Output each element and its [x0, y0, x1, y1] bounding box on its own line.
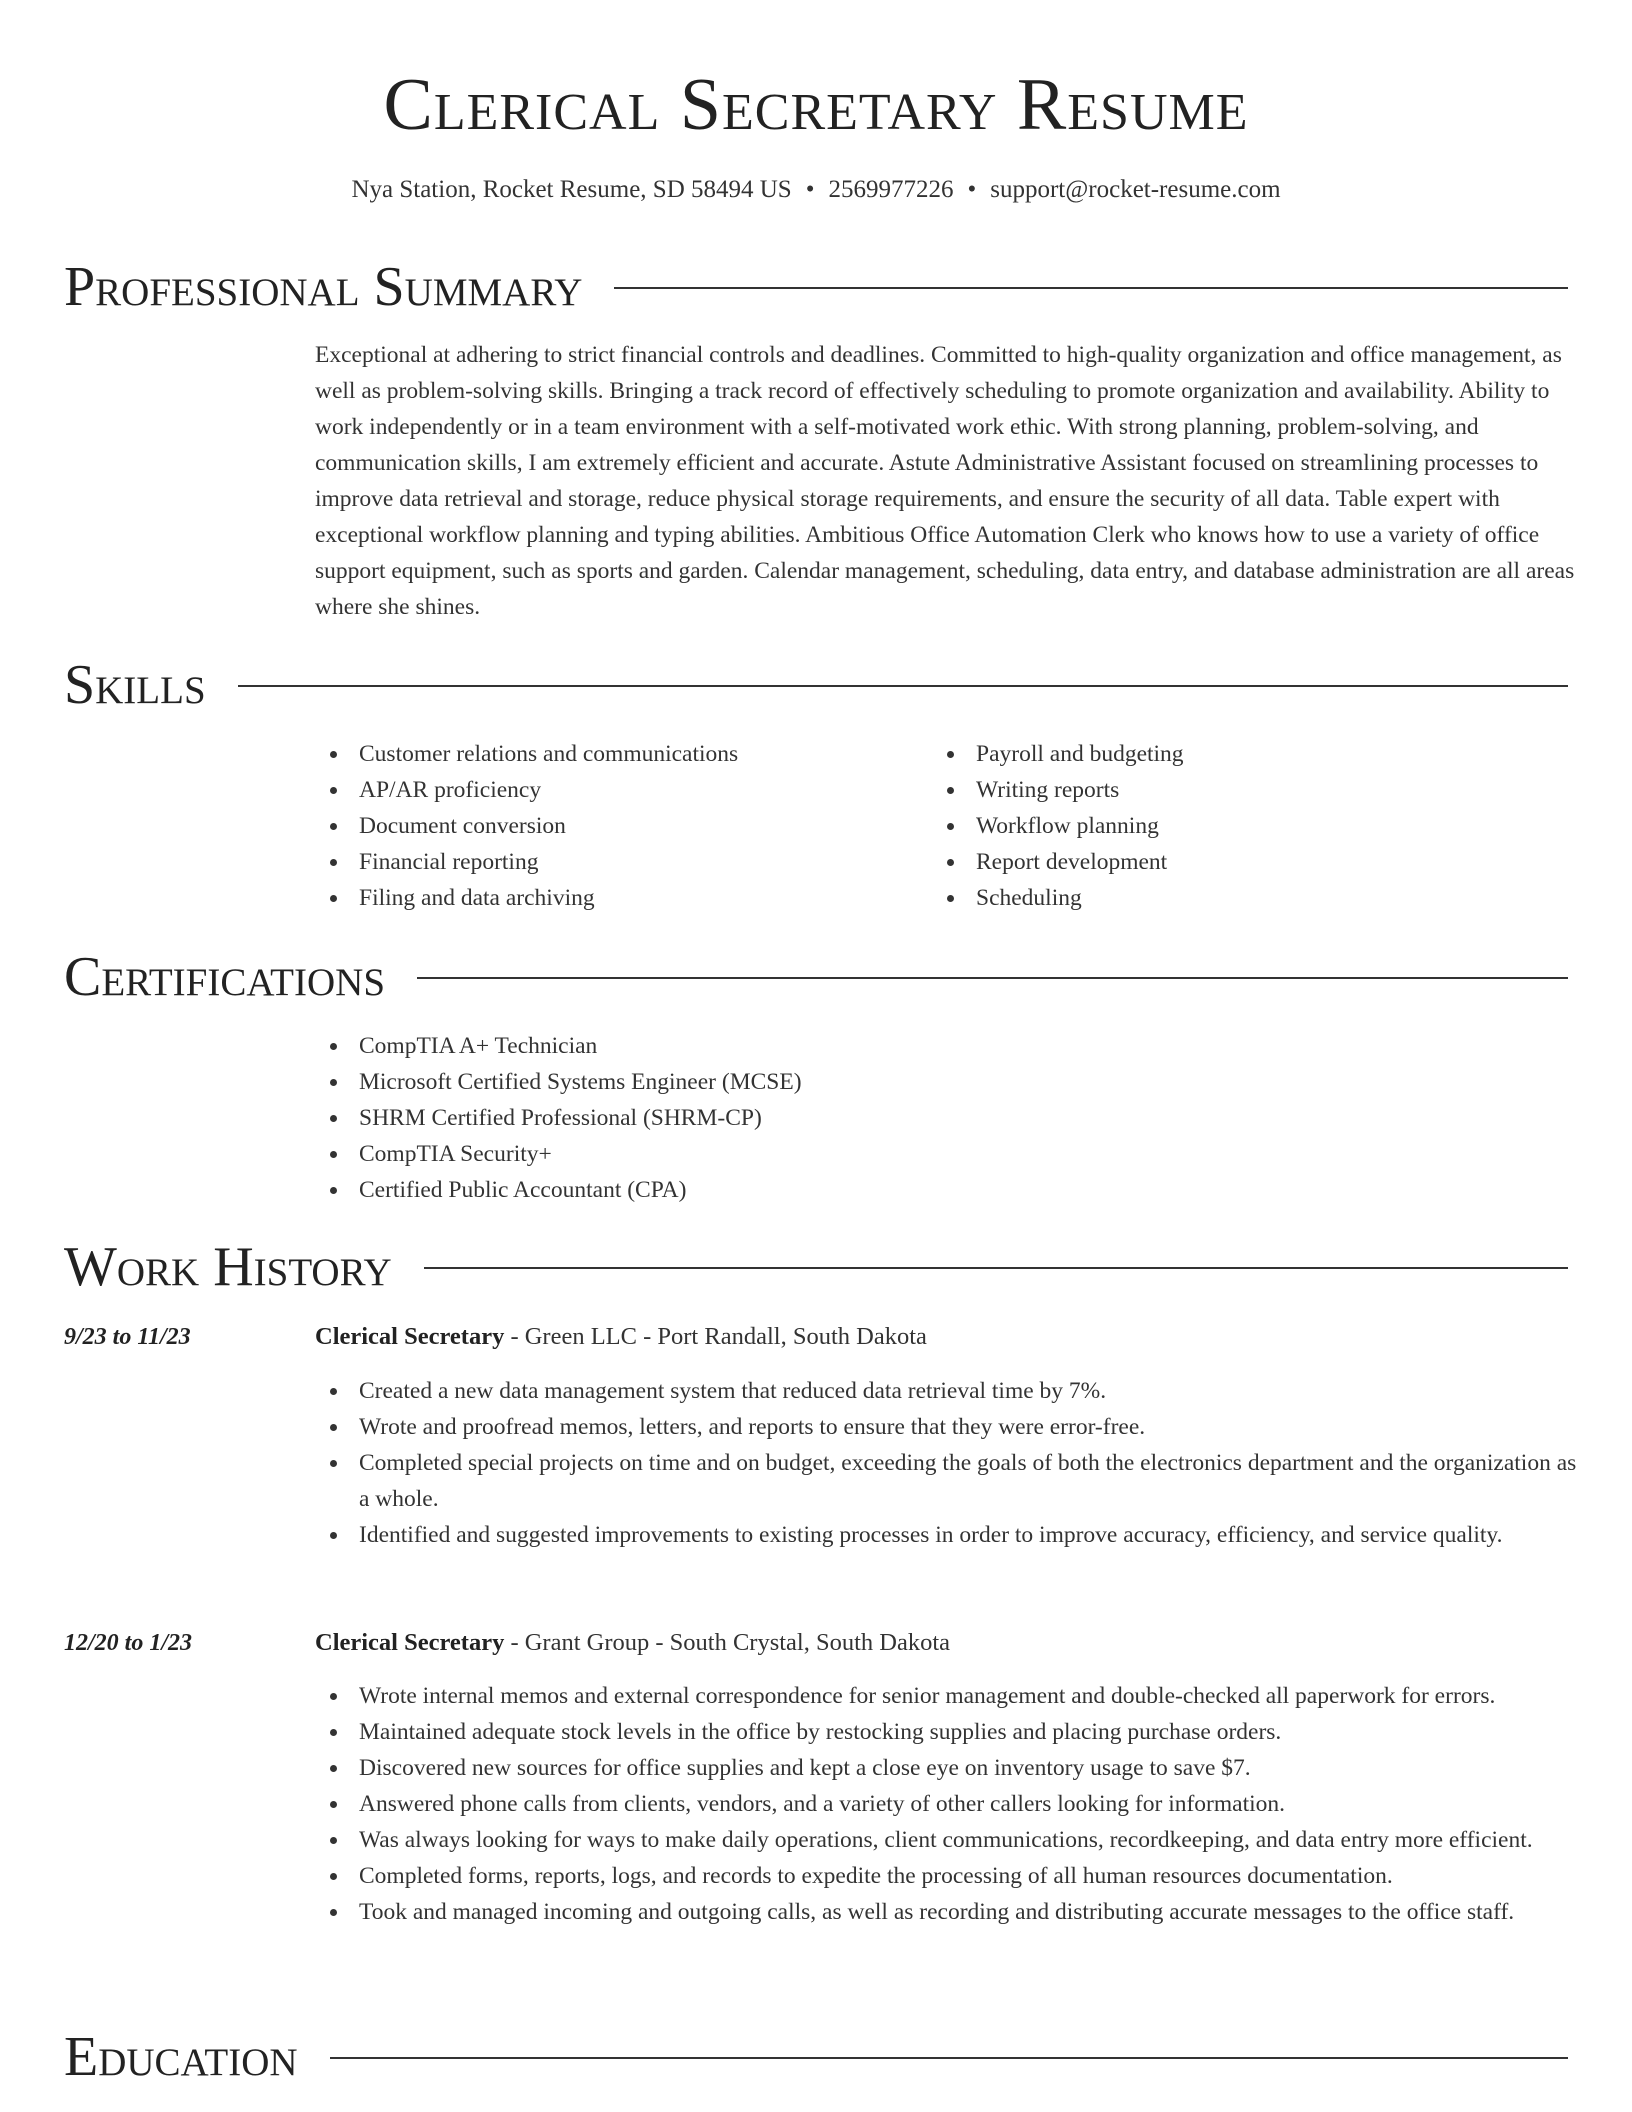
job-bullet: Completed forms, reports, logs, and records to expedite the processing of all human resources documentation.	[315, 1858, 1577, 1894]
job-dates: 12/20 to 1/23	[64, 1630, 193, 1656]
job-bullet: Took and managed incoming and outgoing calls, as well as recording and distributing accurate messages to the office staff.	[315, 1894, 1577, 1930]
work-history-heading: Work History	[64, 1236, 392, 1298]
job-bullet: Created a new data management system that reduced data retrieval time by 7%.	[315, 1373, 1577, 1409]
job-bullet: Maintained adequate stock levels in the office by restocking supplies and placing purchase orders.	[315, 1714, 1577, 1750]
education-section-header	[64, 2024, 1568, 2090]
certifications-section-header	[64, 944, 1568, 1010]
job-role: Clerical Secretary	[315, 1323, 505, 1350]
skill-item: Scheduling	[932, 880, 1184, 916]
skill-item: Payroll and budgeting	[932, 736, 1184, 772]
skill-item: Document conversion	[315, 808, 738, 844]
skills-list-right	[932, 736, 1184, 916]
job-bullets	[315, 1678, 1577, 1930]
education-heading: Education	[64, 2026, 298, 2088]
section-divider	[238, 685, 1568, 687]
job-title-line	[315, 1319, 927, 1355]
contact-separator: •	[967, 176, 977, 203]
certification-item: Microsoft Certified Systems Engineer (MCSE)	[315, 1064, 802, 1100]
contact-separator: •	[805, 176, 815, 203]
certification-item: CompTIA Security+	[315, 1136, 802, 1172]
summary-text: Exceptional at adhering to strict financial controls and deadlines. Committed to high-quality organization and office management, as well as problem-solving skills. Bringing a track record of effectively scheduling to promote organization and availability. Ability to work independently or in a team environment with a self-motivated work ethic. With strong planning, problem-solving, and communication skills, I am extremely efficient and accurate. Astute Administrative Assistant focused on streamlining processes to improve data retrieval and storage, reduce physical storage requirements, and ensure the security of all data. Table expert with exceptional workflow planning and typing abilities. Ambitious Office Automation Clerk who knows how to use a variety of office support equipment, such as sports and garden. Calendar management, scheduling, data entry, and database administration are all areas where she shines.	[315, 342, 1575, 620]
job-employer-location: - Green LLC - Port Randall, South Dakota	[504, 1323, 927, 1350]
certification-item: Certified Public Accountant (CPA)	[315, 1172, 802, 1208]
contact-email: support@rocket-resume.com	[990, 176, 1281, 203]
section-divider	[417, 977, 1568, 979]
skills-heading: Skills	[64, 654, 206, 716]
contact-info	[0, 172, 1632, 208]
certification-item: CompTIA A+ Technician	[315, 1028, 802, 1064]
skill-item: Customer relations and communications	[315, 736, 738, 772]
job-employer-location: - Grant Group - South Crystal, South Dakota	[504, 1629, 951, 1656]
skill-item: AP/AR proficiency	[315, 772, 738, 808]
section-divider	[330, 2057, 1568, 2059]
job-bullet: Wrote and proofread memos, letters, and reports to ensure that they were error-free.	[315, 1409, 1577, 1445]
skill-item: Workflow planning	[932, 808, 1184, 844]
summary-heading: Professional Summary	[64, 256, 583, 318]
section-divider	[424, 1267, 1568, 1269]
resume-title: Clerical Secretary Resume	[383, 64, 1249, 146]
summary-section-header	[64, 254, 1568, 320]
job-bullet: Discovered new sources for office supplies and kept a close eye on inventory usage to save $7.	[315, 1750, 1577, 1786]
skill-item: Report development	[932, 844, 1184, 880]
job-dates: 9/23 to 11/23	[64, 1324, 191, 1350]
job-bullet: Answered phone calls from clients, vendors, and a variety of other callers looking for information.	[315, 1786, 1577, 1822]
certifications-list	[315, 1028, 802, 1208]
skill-item: Financial reporting	[315, 844, 738, 880]
section-divider	[614, 287, 1568, 289]
skill-item: Filing and data archiving	[315, 880, 738, 916]
job-title-line	[315, 1625, 950, 1661]
job-bullet: Identified and suggested improvements to existing processes in order to improve accuracy, efficiency, and service quality.	[315, 1517, 1577, 1553]
work-history-section-header	[64, 1234, 1568, 1300]
skills-list-left	[315, 736, 738, 916]
skills-section-header	[64, 652, 1568, 718]
certifications-heading: Certifications	[64, 946, 386, 1008]
job-bullets	[315, 1373, 1577, 1553]
contact-phone: 2569977226	[828, 176, 954, 203]
certification-item: SHRM Certified Professional (SHRM-CP)	[315, 1100, 802, 1136]
job-bullet: Wrote internal memos and external correspondence for senior management and double-checked all paperwork for errors.	[315, 1678, 1577, 1714]
job-role: Clerical Secretary	[315, 1629, 505, 1656]
job-bullet: Completed special projects on time and on budget, exceeding the goals of both the electronics department and the organization as a whole.	[315, 1445, 1577, 1517]
skill-item: Writing reports	[932, 772, 1184, 808]
job-bullet: Was always looking for ways to make daily operations, client communications, recordkeeping, and data entry more efficient.	[315, 1822, 1577, 1858]
contact-address: Nya Station, Rocket Resume, SD 58494 US	[351, 176, 792, 203]
